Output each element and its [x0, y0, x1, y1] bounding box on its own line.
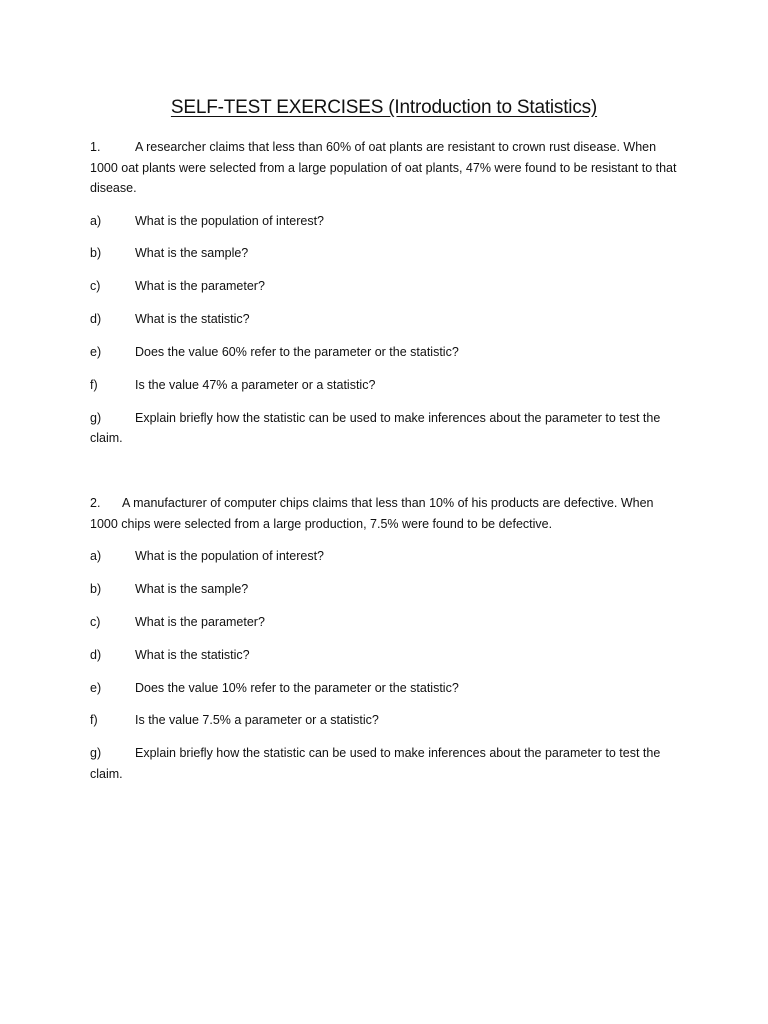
item-letter: f) [90, 377, 98, 392]
item-text: Does the value 10% refer to the parameter or the statistic? [135, 680, 459, 695]
question-intro [90, 137, 680, 199]
question-item [90, 243, 680, 264]
item-text: What is the parameter? [135, 279, 265, 294]
question-item [90, 342, 680, 363]
question-item [90, 612, 680, 633]
question-item [90, 710, 680, 731]
item-text: What is the statistic? [135, 647, 250, 662]
question-item [90, 276, 680, 297]
item-letter: c) [90, 279, 101, 294]
question-number: 1. [90, 140, 101, 154]
item-letter: g) [90, 746, 102, 761]
question-item [90, 408, 680, 449]
item-letter: c) [90, 614, 101, 629]
item-letter: e) [90, 680, 102, 695]
question-number: 2. [90, 496, 101, 510]
question-item [90, 743, 680, 784]
item-text: What is the population of interest? [135, 549, 325, 563]
item-text: Explain briefly how the statistic can be used to make inferences about the parameter to test the claim. [90, 746, 661, 781]
page-title: SELF-TEST EXERCISES (Introduction to Statistics) [170, 97, 598, 118]
question-item [90, 375, 680, 396]
item-text: Does the value 60% refer to the parameter or the statistic? [135, 345, 459, 360]
item-letter: d) [90, 312, 102, 327]
item-letter: a) [90, 549, 102, 563]
item-letter: g) [90, 410, 102, 425]
question-text: A manufacturer of computer chips claims that less than 10% of his products are defective. When 1000 chips were selected from a large production, 7.5% were found to be defective. [90, 496, 654, 531]
question-item [90, 678, 680, 699]
item-text: What is the parameter? [135, 614, 265, 629]
item-text: Is the value 7.5% a parameter or a statistic? [135, 713, 379, 728]
item-letter: f) [90, 713, 98, 728]
question-item [90, 546, 680, 567]
question-text: A researcher claims that less than 60% of oat plants are resistant to crown rust disease. When 1000 oat plants were selected from a large population of oat plants, 47% were found to be resistant to that disease. [90, 140, 677, 195]
item-text: Explain briefly how the statistic can be used to make inferences about the parameter to test the claim. [90, 410, 661, 446]
item-letter: a) [90, 213, 102, 228]
question-2 [90, 493, 680, 797]
item-letter: e) [90, 345, 102, 360]
item-letter: b) [90, 581, 102, 596]
item-text: What is the sample? [135, 581, 249, 596]
item-letter: d) [90, 647, 102, 662]
question-item [90, 645, 680, 666]
question-item [90, 579, 680, 600]
item-text: Is the value 47% a parameter or a statistic? [135, 377, 376, 392]
question-item [90, 309, 680, 330]
item-text: What is the population of interest? [135, 213, 325, 228]
question-1 [90, 137, 680, 461]
question-item [90, 211, 680, 232]
question-intro [90, 493, 680, 534]
item-text: What is the sample? [135, 246, 249, 261]
item-text: What is the statistic? [135, 312, 250, 327]
item-letter: b) [90, 246, 102, 261]
